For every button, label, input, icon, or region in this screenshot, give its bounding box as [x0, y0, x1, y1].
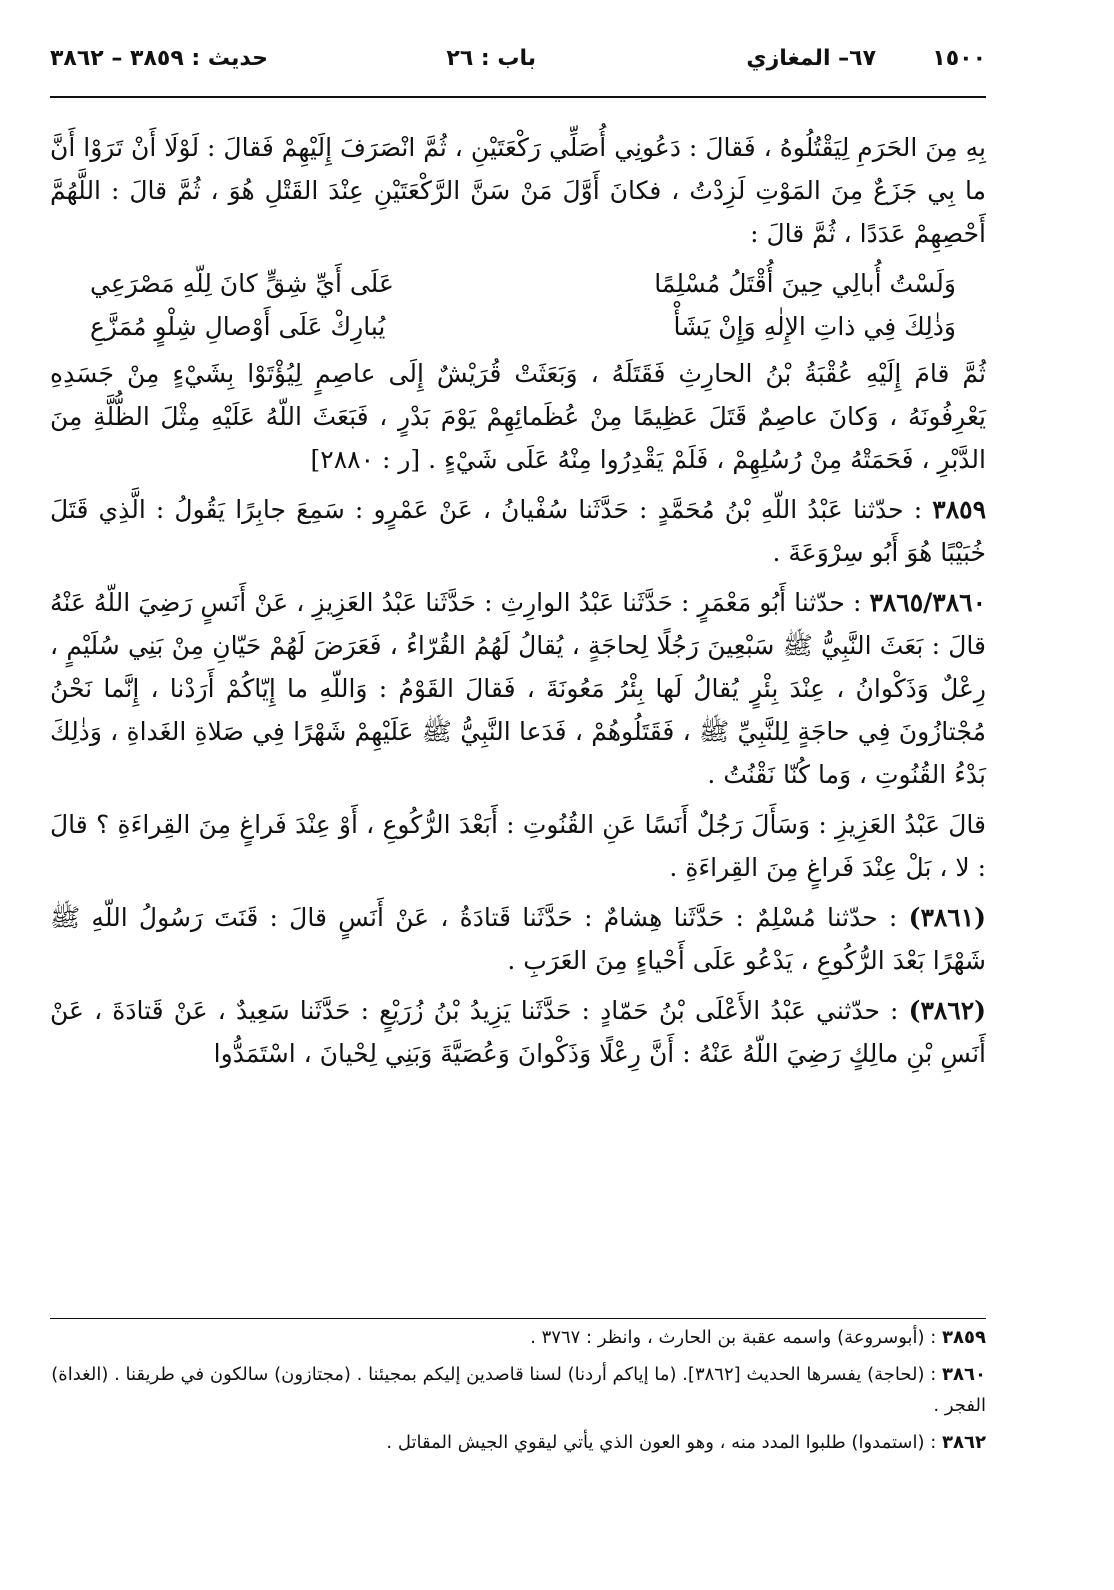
main-text — [50, 126, 986, 1082]
hadith-3861 — [50, 896, 986, 982]
verse-line — [50, 262, 986, 305]
hadith-3860 — [50, 581, 986, 796]
chapter-number: باب : ٢٦ — [446, 46, 536, 71]
footnotes — [50, 1322, 986, 1464]
poem — [50, 262, 986, 348]
footnote — [50, 1359, 986, 1421]
hadith-3859 — [50, 488, 986, 574]
paragraph: قالَ عَبْدُ العَزِيزِ : وَسَأَلَ رَجُلٌ أَنَسًا عَنِ القُنُوتِ : أَبَعْدَ الرُّكُوعِ ، أَوْ عِنْدَ فَراغٍ مِنَ القِراءَةِ ؟ قالَ : لا ، بَلْ عِنْدَ فَراغٍ مِنَ القِراءَةِ . — [50, 810, 986, 882]
hemistich: عَلَى أَيِّ شِقٍّ كانَ لِلّهِ مَصْرَعِي — [90, 269, 394, 298]
hemistich: وَلَسْتُ أُبالِي حِينَ أُقْتَلُ مُسْلِمًا — [654, 269, 956, 298]
hadith-3862 — [50, 989, 986, 1075]
hadith-number: (٣٨٦٢) — [908, 996, 986, 1025]
footnote-text: : (استمدوا) طلبوا المدد منه ، وهو العون الذي يأتي ليقوي الجيش المقاتل . — [386, 1432, 943, 1453]
hemistich: وَذٰلِكَ فِي ذاتِ الإِلٰهِ وَإِنْ يَشَأْ — [673, 312, 956, 341]
footnote-number: ٣٨٥٩ — [942, 1327, 986, 1348]
hadith-text: : حدّثنا مُسْلِمٌ : حَدَّثَنا هِشامٌ : حَدَّثَنا قَتادَةُ ، عَنْ أَنَسٍ قالَ : قَنَتَ رَسُولُ اللّهِ ﷺ شَهْرًا بَعْدَ الرُّكُوعِ ، يَدْعُو عَلَى أَحْياءٍ مِنَ العَرَبِ . — [50, 903, 986, 975]
page-number: ١٥٠٠ — [932, 46, 986, 71]
hadith-number: (٣٨٦١) — [908, 903, 986, 932]
hadith-range: حديث : ٣٨٥٩ – ٣٨٦٢ — [50, 46, 268, 71]
hadith-number: ٣٨٥٩ — [932, 495, 986, 524]
footnote-separator — [50, 1318, 986, 1319]
hadith-text: : حدّثنا أَبُو مَعْمَرٍ : حَدَّثَنا عَبْدُ الوارِثِ : حَدَّثَنا عَبْدُ العَزِيزِ ، عَنْ أَنَسٍ رَضِيَ اللّهُ عَنْهُ قالَ : بَعَثَ النَّبِيُّ ﷺ سَبْعِينَ رَجُلًا لِحاجَةٍ ، يُقالُ لَهُمُ القُرّاءُ ، فَعَرَضَ لَهُمْ حَيّانِ مِنْ بَنِي سُلَيْمٍ ، رِعْلٌ وَذَكْوانُ ، عِنْدَ بِئْرٍ يُقالُ لَها بِئْرُ مَعُونَةَ ، فَقالَ القَوْمُ : وَاللّهِ ما إِيّاكُمْ أَرَدْنا ، إِنَّما نَحْنُ مُجْتازُونَ فِي حاجَةٍ لِلنَّبِيِّ ﷺ ، فَقَتَلُوهُمْ ، فَدَعا النَّبِيُّ ﷺ عَلَيْهِمْ شَهْرًا فِي صَلاةِ الغَداةِ ، وَذٰلِكَ بَدْءُ القُنُوتِ ، وَما كُنّا نَقْنُتُ . — [50, 588, 986, 789]
footnote — [50, 1427, 986, 1458]
paragraph: ثُمَّ قامَ إِلَيْهِ عُقْبَةُ بْنُ الحارِثِ فَقَتَلَهُ ، وَبَعَثَتْ قُرَيْشٌ إِلَى عاصِمٍ لِيُؤْتَوْا بِشَيْءٍ مِنْ جَسَدِهِ يَعْرِفُونَهُ ، وَكانَ عاصِمٌ قَتَلَ عَظِيمًا مِنْ عُظَمائِهِمْ يَوْمَ بَدْرٍ ، فَبَعَثَ اللّهُ عَلَيْهِ مِثْلَ الظُّلَّةِ مِنَ الدَّبْرِ ، فَحَمَتْهُ مِنْ رُسُلِهِمْ ، فَلَمْ يَقْدِرُوا مِنْهُ عَلَى شَيْءٍ . [ر : ٢٨٨٠] — [50, 359, 986, 474]
running-header — [50, 46, 986, 86]
hadith-text: : حدّثنا عَبْدُ اللّهِ بْنُ مُحَمَّدٍ : حَدَّثَنا سُفْيانُ ، عَنْ عَمْرٍو : سَمِعَ جابِرًا يَقُولُ : الَّذِي قَتَلَ خُبَيْبًا هُوَ أَبُو سِرْوَعَةَ . — [50, 495, 986, 567]
footnote-number: ٣٨٦٢ — [942, 1432, 986, 1453]
footnote-text: : (أبوسروعة) واسمه عقبة بن الحارث ، وانظر : ٣٧٦٧ . — [530, 1327, 943, 1348]
footnote — [50, 1322, 986, 1353]
verse-line — [50, 305, 986, 348]
hadith-number: ٣٨٦٥/٣٨٦٠ — [869, 588, 986, 617]
hemistich: يُبارِكْ عَلَى أَوْصالِ شِلْوٍ مُمَزَّعِ — [90, 312, 386, 341]
paragraph: بِهِ مِنَ الحَرَمِ لِيَقْتُلُوهُ ، فَقالَ : دَعُونِي أُصَلِّي رَكْعَتَيْنِ ، ثُمَّ انْصَرَفَ إِلَيْهِمْ فَقالَ : لَوْلَا أَنْ تَرَوْا أَنَّ ما بِي جَزَعٌ مِنَ المَوْتِ لَزِدْتُ ، فكانَ أَوَّلَ مَنْ سَنَّ الرَّكْعَتَيْنِ عِنْدَ القَتْلِ هُوَ ، ثُمَّ قالَ : اللَّهُمَّ أَحْصِهِمْ عَدَدًا ، ثُمَّ قالَ : — [50, 133, 986, 248]
hadith-text: : حدّثني عَبْدُ الأَعْلَى بْنُ حَمّادٍ : حَدَّثَنا يَزِيدُ بْنُ زُرَيْعٍ : حَدَّثَنا سَعِيدٌ ، عَنْ قَتادَةَ ، عَنْ أَنَسِ بْنِ مالِكٍ رَضِيَ اللّهُ عَنْهُ : أَنَّ رِعْلًا وَذَكْوانَ وَعُصَيَّةَ وَبَنِي لِحْيانَ ، اسْتَمَدُّوا — [50, 996, 986, 1068]
book-title: ٦٧– المغازي — [746, 46, 876, 71]
footnote-number: ٣٨٦٠ — [942, 1364, 986, 1385]
footnote-text: : (لحاجة) يفسرها الحديث [٣٨٦٢]. (ما إياكم أردنا) لسنا قاصدين إليكم بمجيئنا . (مجتازون) سالكون في طريقنا . (الغداة) الفجر . — [51, 1364, 986, 1416]
header-rule — [50, 96, 986, 98]
